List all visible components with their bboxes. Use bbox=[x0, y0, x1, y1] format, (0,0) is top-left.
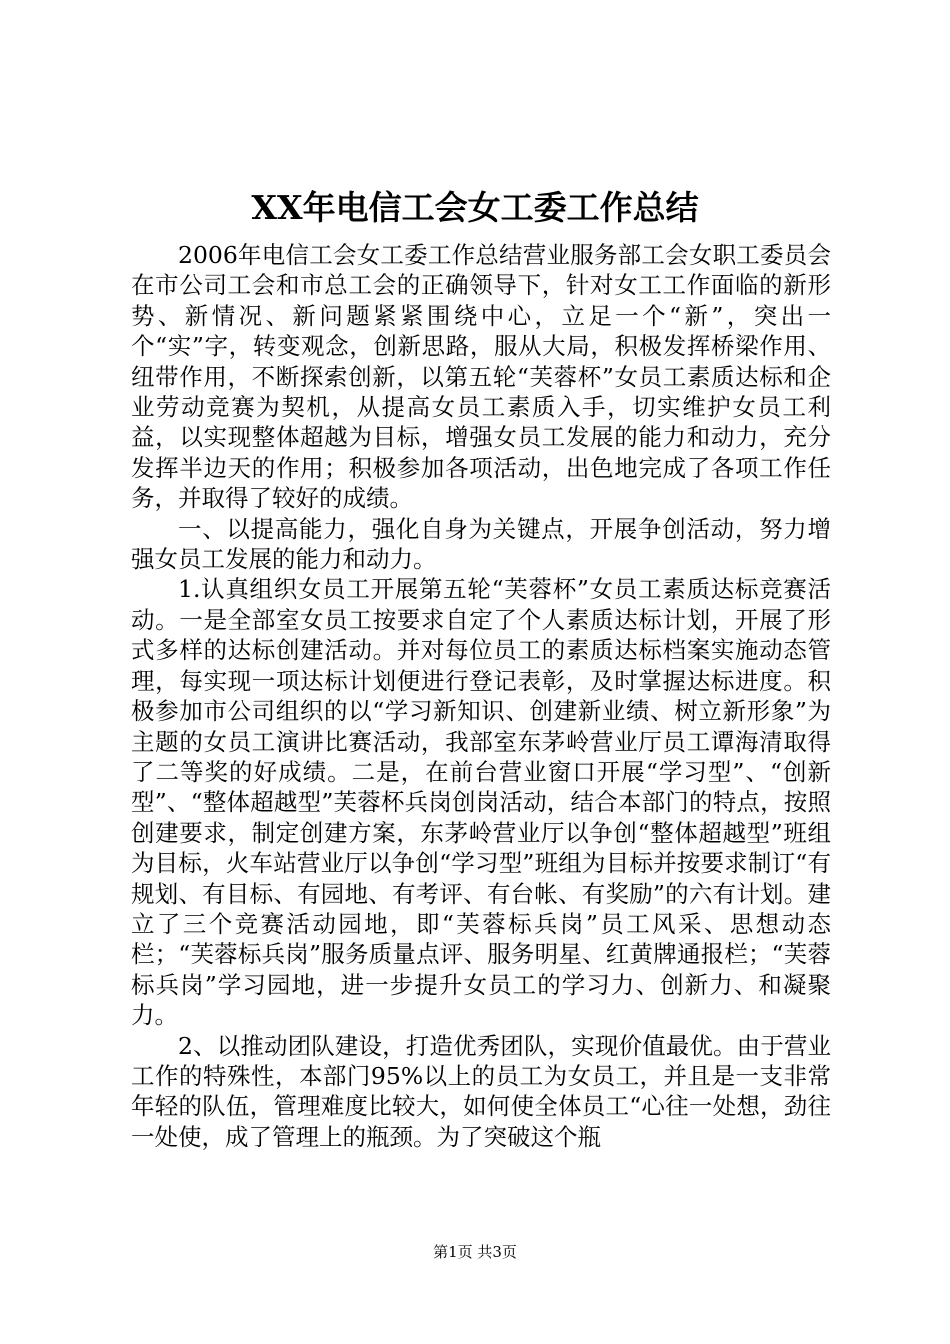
paragraph-item-two: 2、以推动团队建设，打造优秀团队，实现价值最优。由于营业工作的特殊性，本部门95%以上的员工为女员工，并且是一支非常年轻的队伍，管理难度比较大，如何使全体员工“心往一处想，劲往一处使，成了管理上的瓶颈。为了突破这个瓶 bbox=[131, 1031, 831, 1151]
page-footer: 第1页 共3页 bbox=[433, 1243, 517, 1261]
document-body bbox=[131, 240, 831, 1152]
paragraph-intro: 2006年电信工会女工委工作总结营业服务部工会女职工委员会在市公司工会和市总工会的正确领导下，针对女工工作面临的新形势、新情况、新问题紧紧围绕中心，立足一个“新”，突出一个“实”字，转变观念，创新思路，服从大局，积极发挥桥梁作用、纽带作用，不断探索创新，以第五轮“芙蓉杯”女员工素质达标和企业劳动竞赛为契机，从提高女员工素质入手，切实维护女员工利益，以实现整体超越为目标，增强女员工发展的能力和动力，充分发挥半边天的作用；积极参加各项活动，出色地完成了各项工作任务，并取得了较好的成绩。 bbox=[131, 241, 831, 513]
paragraph-item-one: 1.认真组织女员工开展第五轮“芙蓉杯”女员工素质达标竞赛活动。一是全部室女员工按要求自定了个人素质达标计划，开展了形式多样的达标创建活动。并对每位员工的素质达标档案实施动态管理，每实现一项达标计划便进行登记表彰，及时掌握达标进度。积极参加市公司组织的以“学习新知识、创建新业绩、树立新形象”为主题的女员工演讲比赛活动，我部室东茅岭营业厅员工谭海清取得了二等奖的好成绩。二是，在前台营业窗口开展“学习型”、“创新型”、“整体超越型”芙蓉杯兵岗创岗活动，结合本部门的特点，按照创建要求，制定创建方案，东茅岭营业厅以争创“整体超越型”班组为目标，火车站营业厅以争创“学习型”班组为目标并按要求制订“有规划、有目标、有园地、有考评、有台帐、有奖励”的六有计划。建立了三个竞赛活动园地，即“芙蓉标兵岗”员工风采、思想动态栏；“芙蓉标兵岗”服务质量点评、服务明星、红黄牌通报栏；“芙蓉标兵岗”学习园地，进一步提升女员工的学习力、创新力、和凝聚力。 bbox=[131, 575, 831, 1030]
paragraph-section-one-heading: 一、以提高能力，强化自身为关键点，开展争创活动，努力增强女员工发展的能力和动力。 bbox=[131, 514, 831, 574]
document-title: XX年电信工会女工委工作总结 bbox=[251, 188, 699, 227]
